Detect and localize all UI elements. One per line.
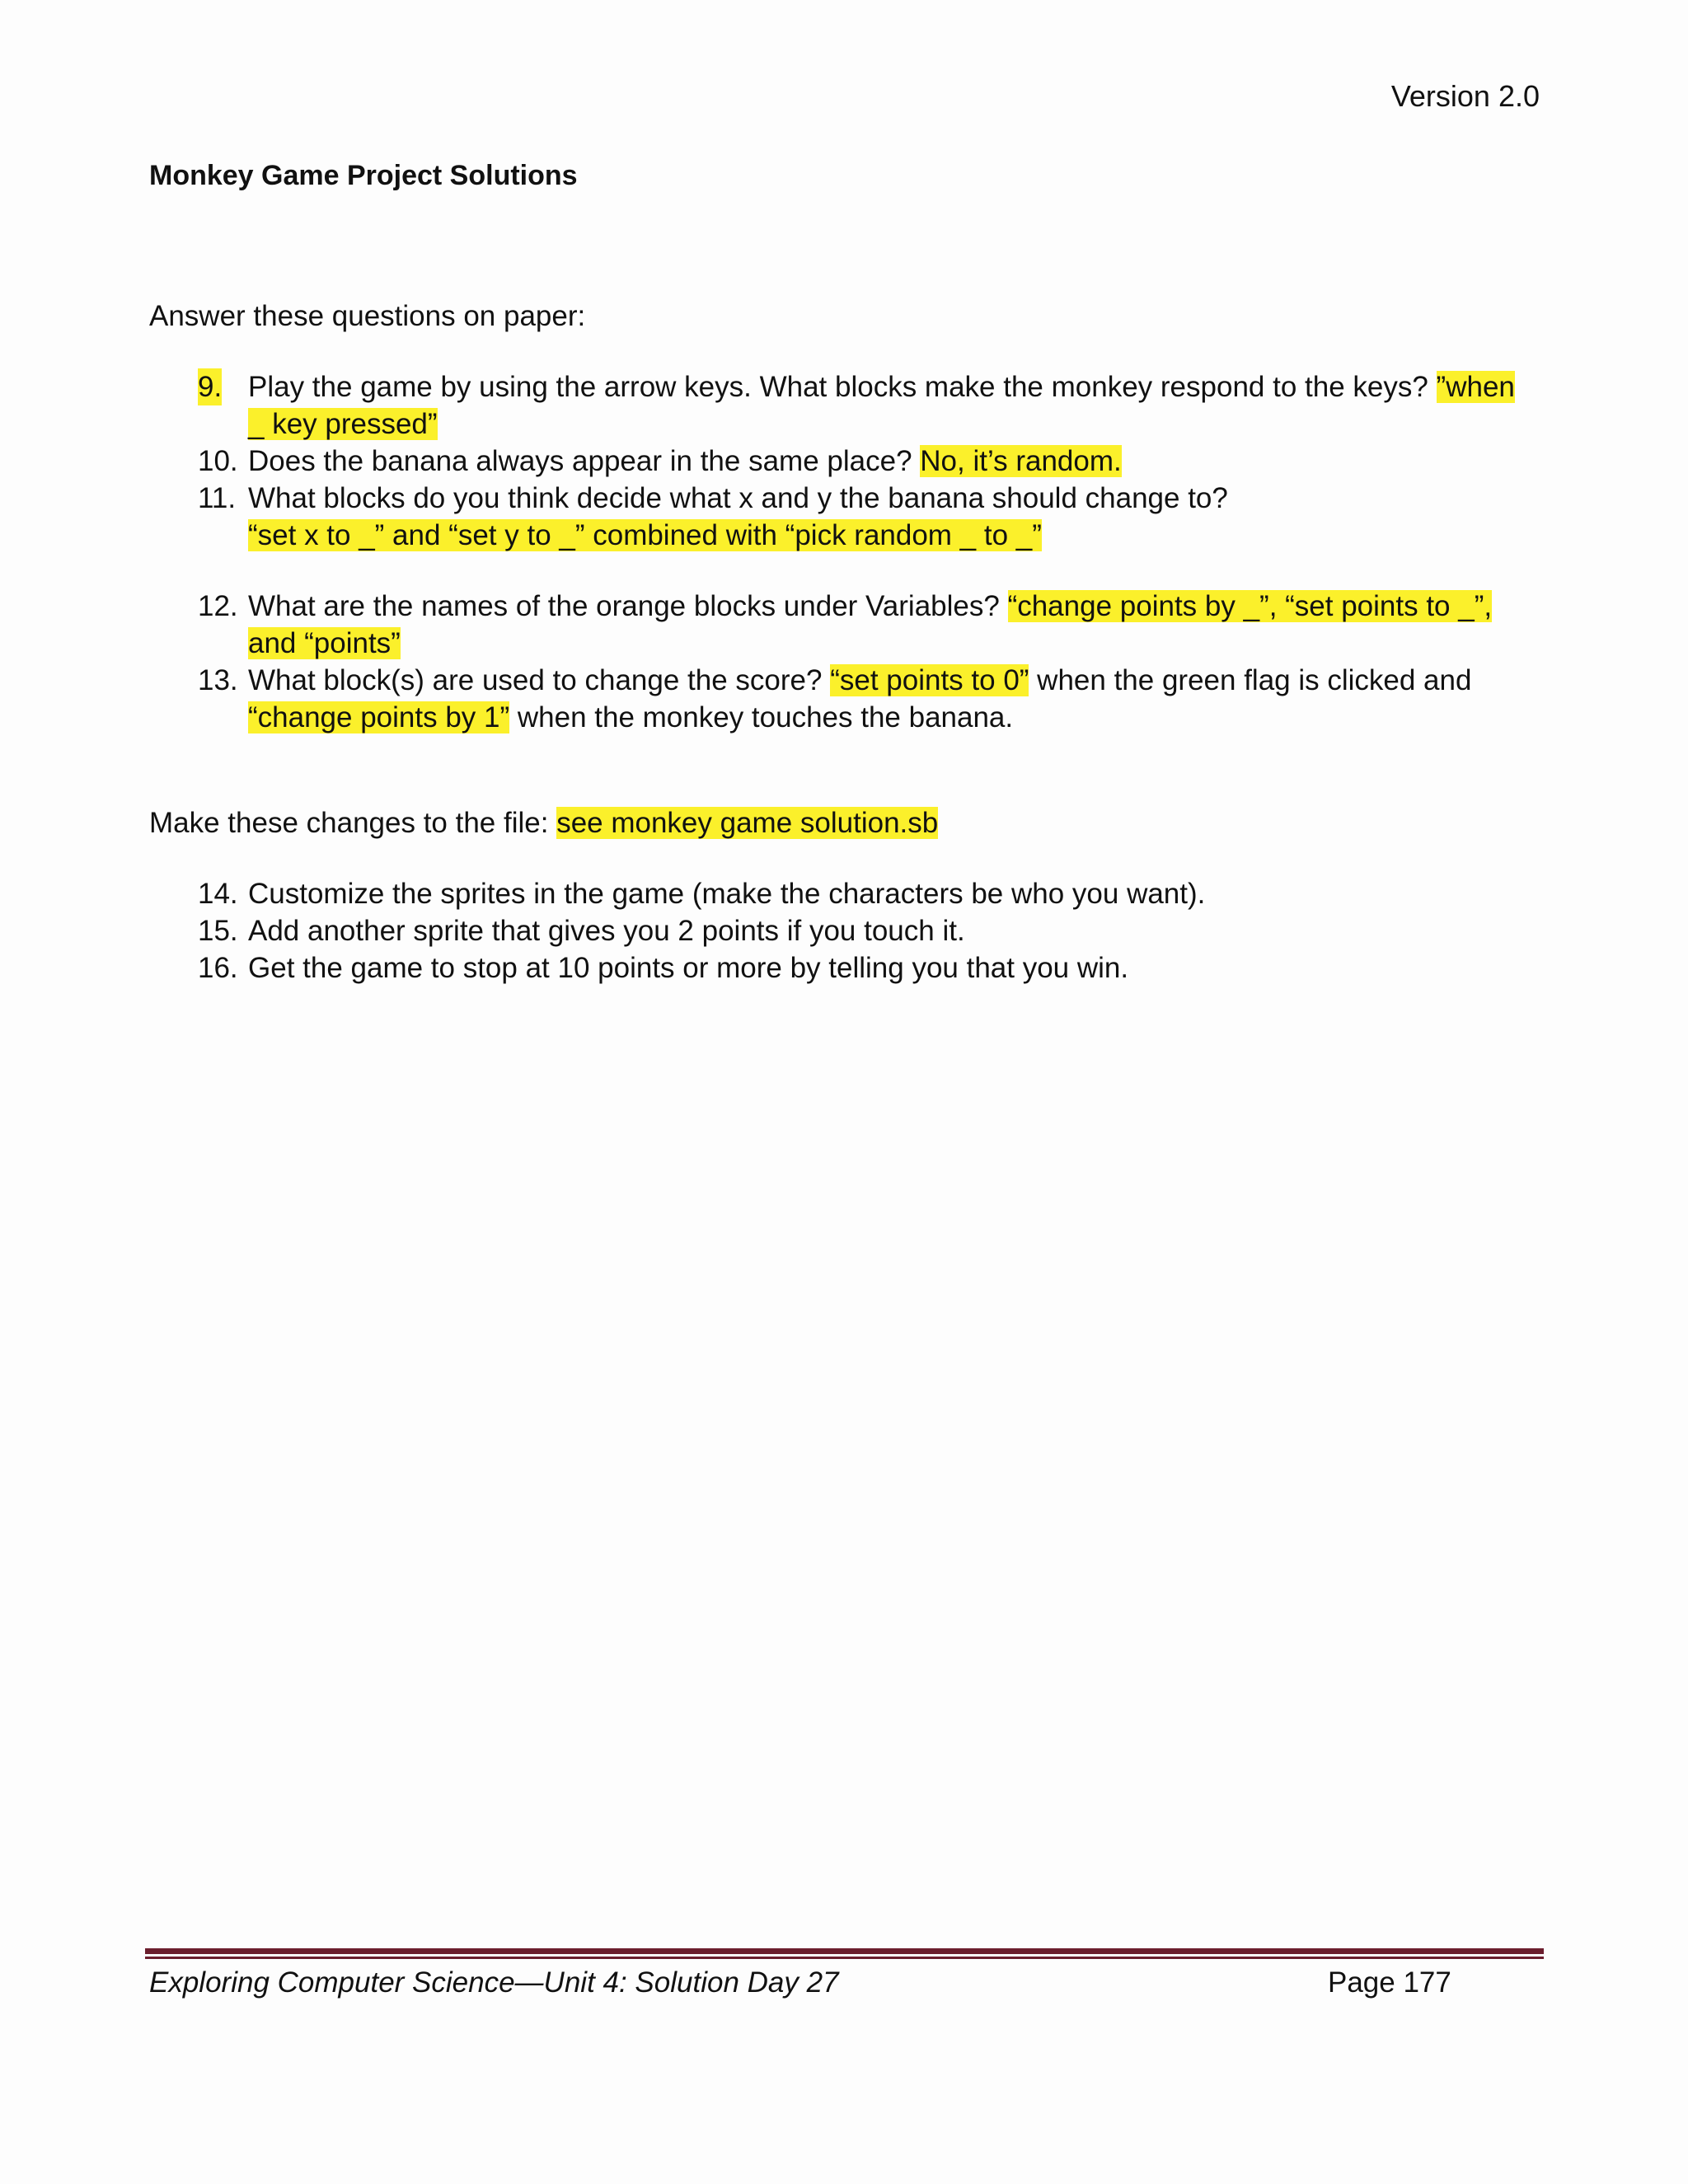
task-number: 14.: [198, 878, 238, 910]
question-prompt: Play the game by using the arrow keys. What blocks make the monkey respond to the keys?: [248, 371, 1437, 403]
question-number: 11.: [198, 482, 237, 514]
question-text: [248, 588, 1534, 662]
question-answer: “change points by 1”: [248, 701, 510, 733]
task-text: Get the game to stop at 10 points or more by telling you that you win.: [248, 952, 1129, 984]
question-number: 9.: [198, 368, 222, 405]
question-text: [248, 443, 1550, 480]
question-text: [248, 662, 1546, 736]
page-title: Monkey Game Project Solutions: [149, 160, 578, 191]
question-answer: “set points to 0”: [830, 664, 1029, 696]
question-text: [248, 480, 1550, 554]
question-number: 12.: [198, 590, 238, 622]
file-section-label: Make these changes to the file:: [149, 807, 557, 839]
question-prompt: What block(s) are used to change the score?: [248, 664, 831, 696]
question-prompt-continued: when the green flag is clicked and: [1029, 664, 1472, 696]
paper-section-heading: Answer these questions on paper:: [149, 300, 586, 332]
question-text: [248, 368, 1534, 443]
question-prompt: Does the banana always appear in the same place?: [248, 445, 921, 477]
question-answer: ”when _ key pressed”: [248, 371, 1515, 440]
question-answer: No, it’s random.: [920, 445, 1122, 477]
question-number: 13.: [198, 664, 238, 696]
footer-page-number: Page 177: [1328, 1966, 1451, 1999]
question-prompt-continued: when the monkey touches the banana.: [509, 701, 1014, 733]
file-section-answer: see monkey game solution.sb: [556, 807, 939, 839]
footer-rule: [145, 1948, 1544, 1960]
file-section-heading: [149, 807, 938, 840]
question-prompt: What blocks do you think decide what x and y the banana should change to?: [248, 482, 1228, 514]
task-text: Customize the sprites in the game (make the characters be who you want).: [248, 878, 1206, 910]
task-text: Add another sprite that gives you 2 points if you touch it.: [248, 915, 965, 947]
question-answer: “change points by _”, “set points to _”, and “points”: [248, 590, 1493, 659]
task-number: 15.: [198, 915, 238, 947]
question-number: 10.: [198, 445, 238, 477]
footer-course-title: Exploring Computer Science—Unit 4: Solution Day 27: [149, 1966, 839, 1999]
question-answer: “set x to _” and “set y to _” combined with “pick random _ to _”: [248, 519, 1042, 551]
task-number: 16.: [198, 952, 238, 984]
question-prompt: What are the names of the orange blocks under Variables?: [248, 590, 1008, 622]
version-label: Version 2.0: [1390, 79, 1540, 113]
